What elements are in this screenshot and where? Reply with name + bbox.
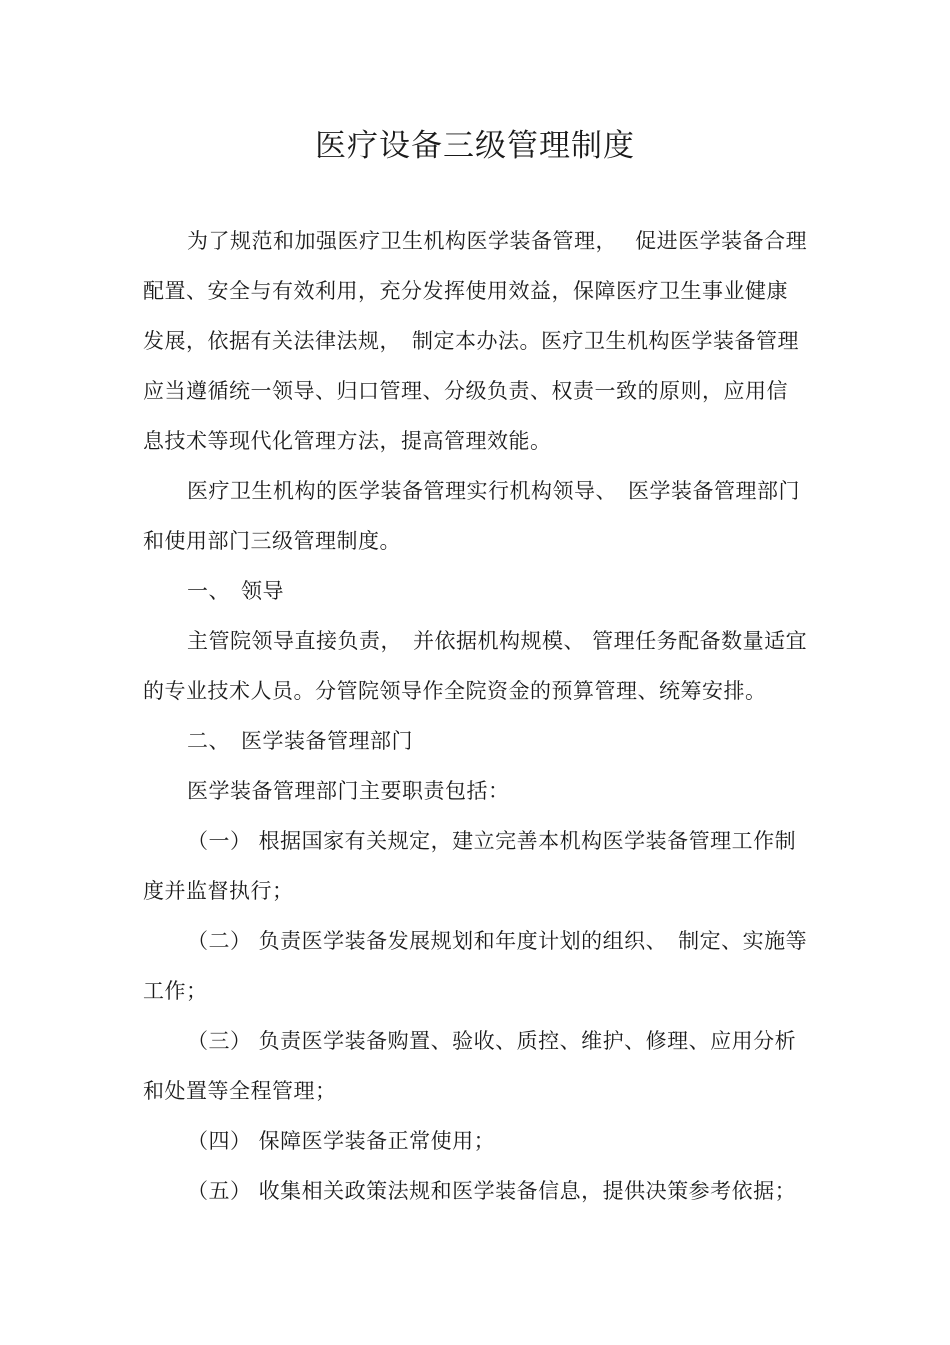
duty-3-line-1: （三） 负责医学装备购置、验收、质控、维护、修理、应用分析 [187,1029,797,1053]
intro-line-5: 息技术等现代化管理方法，提高管理效能。 [143,429,552,453]
duties-intro: 医学装备管理部门主要职责包括： [187,779,510,803]
duty-2-line-1: （二） 负责医学装备发展规划和年度计划的组织、 制定、实施等 [187,929,808,953]
leadership-line-2: 的专业技术人员。分管院领导作全院资金的预算管理、统筹安排。 [143,679,767,703]
intro-line-3: 发展，依据有关法律法规， 制定本办法。医疗卫生机构医学装备管理 [143,329,799,353]
paragraph-2-line-2: 和使用部门三级管理制度。 [143,529,401,553]
duty-1-line-1: （一） 根据国家有关规定，建立完善本机构医学装备管理工作制 [187,829,797,853]
intro-line-1: 为了规范和加强医疗卫生机构医学装备管理， 促进医学装备合理 [187,229,808,253]
leadership-line-1: 主管院领导直接负责， 并依据机构规模、 管理任务配备数量适宜 [187,629,808,653]
duty-5-line-1: （五） 收集相关政策法规和医学装备信息，提供决策参考依据； [187,1179,797,1203]
section-heading-equipment-dept: 二、 医学装备管理部门 [187,729,413,753]
intro-line-2: 配置、安全与有效利用，充分发挥使用效益，保障医疗卫生事业健康 [143,279,788,303]
duty-1-line-2: 度并监督执行； [143,879,294,903]
duty-3-line-2: 和处置等全程管理； [143,1079,337,1103]
intro-line-4: 应当遵循统一领导、归口管理、分级负责、权责一致的原则，应用信 [143,379,788,403]
document-title: 医疗设备三级管理制度 [315,128,635,164]
duty-4-line-1: （四） 保障医学装备正常使用； [187,1129,496,1153]
paragraph-2-line-1: 医疗卫生机构的医学装备管理实行机构领导、 医学装备管理部门 [187,479,800,503]
duty-2-line-2: 工作； [143,979,208,1003]
section-heading-leadership: 一、 领导 [187,579,284,603]
